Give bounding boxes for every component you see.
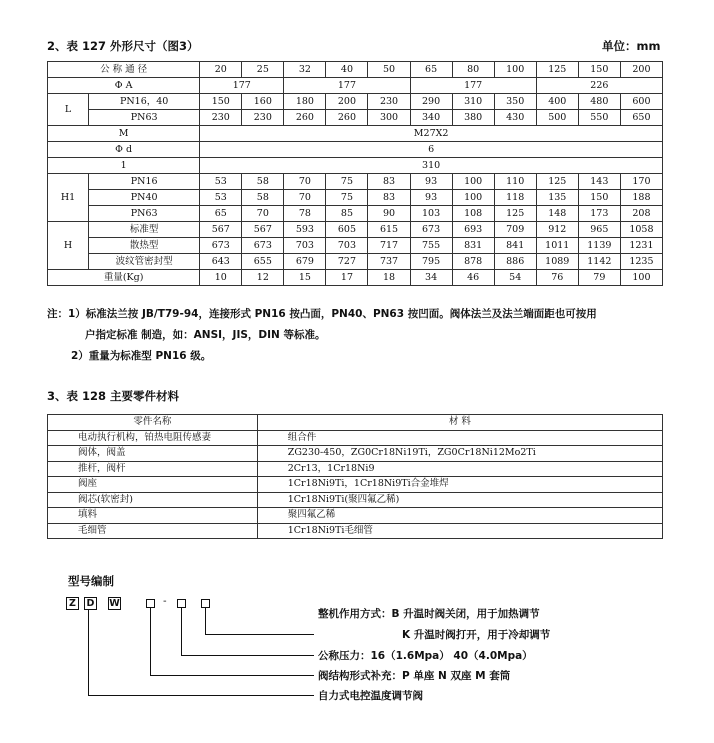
phiA-cell: 177 xyxy=(200,78,284,94)
cell: 310 xyxy=(452,94,494,110)
part-name: 电动执行机构，铂热电阻传感妻 xyxy=(48,430,258,446)
cell: 300 xyxy=(368,110,410,126)
cell: 703 xyxy=(326,238,368,254)
section-title-dimensions: 2、表 127 外形尺寸（图3） xyxy=(47,39,199,53)
connector-line xyxy=(181,608,182,655)
cell: 103 xyxy=(410,206,452,222)
cell: 93 xyxy=(410,190,452,206)
code-letter-w: W xyxy=(109,598,120,609)
l-value: 310 xyxy=(200,158,663,174)
cell: 125 xyxy=(536,174,578,190)
connector-line xyxy=(205,608,206,634)
action-mode-label: 整机作用方式：B 升温时阀关闭，用于加热调节 xyxy=(318,608,540,620)
cell: 150 xyxy=(578,190,620,206)
cell: 615 xyxy=(368,222,410,238)
cell: 755 xyxy=(410,238,452,254)
cell: 795 xyxy=(410,254,452,270)
cell: 65 xyxy=(200,206,242,222)
cell: 70 xyxy=(284,174,326,190)
dimensions-table xyxy=(47,61,663,286)
code-slot-pressure xyxy=(177,599,186,608)
dn-cell: 125 xyxy=(536,62,578,78)
material: 1Cr18Ni9Ti(聚四氟乙稀) xyxy=(257,492,662,508)
weight-row xyxy=(48,270,663,286)
cell: 208 xyxy=(620,206,662,222)
cell: 100 xyxy=(452,190,494,206)
cell: 17 xyxy=(326,270,368,286)
cell: 125 xyxy=(494,206,536,222)
cell: 260 xyxy=(284,110,326,126)
cell: 650 xyxy=(620,110,662,126)
cell: 85 xyxy=(326,206,368,222)
code-slot-structure xyxy=(146,599,155,608)
cell: 173 xyxy=(578,206,620,222)
phiA-cell: 177 xyxy=(284,78,410,94)
cell: 230 xyxy=(242,110,284,126)
cell: 350 xyxy=(494,94,536,110)
cell: 673 xyxy=(200,238,242,254)
cell: 1089 xyxy=(536,254,578,270)
cell: 230 xyxy=(368,94,410,110)
M-row xyxy=(48,126,663,142)
cell: 15 xyxy=(284,270,326,286)
H-sub-label: 波纹管密封型 xyxy=(89,254,200,270)
dn-cell: 25 xyxy=(242,62,284,78)
cell: 78 xyxy=(284,206,326,222)
cell: 76 xyxy=(536,270,578,286)
H-label: H xyxy=(48,222,89,270)
H1-row-1 xyxy=(48,174,663,190)
L-row-1 xyxy=(48,94,663,110)
cell: 679 xyxy=(284,254,326,270)
cell: 18 xyxy=(368,270,410,286)
cell: 430 xyxy=(494,110,536,126)
H1-sub-label: PN63 xyxy=(89,206,200,222)
table-row xyxy=(48,446,663,462)
phiA-cell: 226 xyxy=(536,78,662,94)
table-row xyxy=(48,508,663,524)
connector-line xyxy=(150,608,151,675)
note-1a: 注：1）标准法兰按 JB/T79-94，连接形式 PN16 按凸面，PN40、PN63 按凹面。阀体法兰及法兰端面距也可按用 xyxy=(47,308,597,320)
cell: 100 xyxy=(452,174,494,190)
cell: 673 xyxy=(410,222,452,238)
dn-cell: 40 xyxy=(326,62,368,78)
cell: 290 xyxy=(410,94,452,110)
H-row-3 xyxy=(48,254,663,270)
H-row-1 xyxy=(48,222,663,238)
cell: 46 xyxy=(452,270,494,286)
materials-table xyxy=(47,414,663,539)
action-mode-k-label: K 升温时阀打开，用于冷却调节 xyxy=(402,629,551,641)
cell: 550 xyxy=(578,110,620,126)
part-name: 填料 xyxy=(48,508,258,524)
part-name: 推杆，阀杆 xyxy=(48,461,258,477)
l-label: 1 xyxy=(48,158,200,174)
dn-header-label: 公 称 通 径 xyxy=(48,62,200,78)
cell: 500 xyxy=(536,110,578,126)
cell: 605 xyxy=(326,222,368,238)
connector-line xyxy=(150,675,314,676)
structure-label: 阀结构形式补充：P 单座 N 双座 M 套筒 xyxy=(318,670,511,682)
cell: 1142 xyxy=(578,254,620,270)
phiA-row xyxy=(48,78,663,94)
H1-sub-label: PN16 xyxy=(89,174,200,190)
cell: 10 xyxy=(200,270,242,286)
cell: 110 xyxy=(494,174,536,190)
H1-label: H1 xyxy=(48,174,89,222)
L-row-2 xyxy=(48,110,663,126)
cell: 480 xyxy=(578,94,620,110)
cell: 108 xyxy=(452,206,494,222)
cell: 831 xyxy=(452,238,494,254)
cell: 135 xyxy=(536,190,578,206)
H-sub-label: 散热型 xyxy=(89,238,200,254)
cell: 75 xyxy=(326,190,368,206)
material: 组合件 xyxy=(257,430,662,446)
cell: 1235 xyxy=(620,254,662,270)
cell: 400 xyxy=(536,94,578,110)
cell: 1011 xyxy=(536,238,578,254)
cell: 70 xyxy=(242,206,284,222)
cell: 148 xyxy=(536,206,578,222)
cell: 34 xyxy=(410,270,452,286)
H-row-2 xyxy=(48,238,663,254)
code-letter-z: Z xyxy=(66,597,79,610)
cell: 717 xyxy=(368,238,410,254)
cell: 643 xyxy=(200,254,242,270)
phiA-label: Φ A xyxy=(48,78,200,94)
weight-label: 重量(Kg) xyxy=(48,270,200,286)
connector-line xyxy=(181,655,314,656)
cell: 150 xyxy=(200,94,242,110)
table-row xyxy=(48,523,663,539)
cell: 340 xyxy=(410,110,452,126)
unit-label: 单位：mm xyxy=(602,39,661,53)
cell: 83 xyxy=(368,190,410,206)
part-name: 阀体，阀盖 xyxy=(48,446,258,462)
cell: 143 xyxy=(578,174,620,190)
connector-line xyxy=(88,609,89,695)
material-header: 材 料 xyxy=(257,415,662,431)
cell: 878 xyxy=(452,254,494,270)
cell: 567 xyxy=(242,222,284,238)
cell: 703 xyxy=(284,238,326,254)
note-2: 2）重量为标准型 PN16 级。 xyxy=(71,350,212,362)
pressure-label: 公称压力：16（1.6Mpa） 40（4.0Mpa） xyxy=(318,650,533,662)
table-row xyxy=(48,430,663,446)
M-value: M27X2 xyxy=(200,126,663,142)
cell: 53 xyxy=(200,190,242,206)
cell: 886 xyxy=(494,254,536,270)
cell: 912 xyxy=(536,222,578,238)
cell: 118 xyxy=(494,190,536,206)
cell: 160 xyxy=(242,94,284,110)
connector-line xyxy=(205,634,314,635)
cell: 965 xyxy=(578,222,620,238)
cell: 90 xyxy=(368,206,410,222)
cell: 53 xyxy=(200,174,242,190)
part-name: 毛细管 xyxy=(48,523,258,539)
cell: 1231 xyxy=(620,238,662,254)
cell: 100 xyxy=(620,270,662,286)
dn-cell: 80 xyxy=(452,62,494,78)
material: 2Cr13，1Cr18Ni9 xyxy=(257,461,662,477)
section-title-materials: 3、表 128 主要零件材料 xyxy=(47,389,180,403)
model-coding-title: 型号编制 xyxy=(68,574,114,588)
cell: 655 xyxy=(242,254,284,270)
M-label: M xyxy=(48,126,200,142)
product-name-label: 自力式电控温度调节阀 xyxy=(318,690,423,702)
cell: 1139 xyxy=(578,238,620,254)
L-sub-label: PN16，40 xyxy=(89,94,200,110)
materials-header-row xyxy=(48,415,663,431)
cell: 58 xyxy=(242,190,284,206)
dn-cell: 65 xyxy=(410,62,452,78)
code-letter-d: D xyxy=(84,597,97,610)
cell: 188 xyxy=(620,190,662,206)
dn-cell: 50 xyxy=(368,62,410,78)
dn-cell: 150 xyxy=(578,62,620,78)
cell: 58 xyxy=(242,174,284,190)
cell: 380 xyxy=(452,110,494,126)
cell: 200 xyxy=(326,94,368,110)
material: 聚四氟乙稀 xyxy=(257,508,662,524)
H1-row-3 xyxy=(48,206,663,222)
cell: 93 xyxy=(410,174,452,190)
cell: 180 xyxy=(284,94,326,110)
phid-value: 6 xyxy=(200,142,663,158)
cell: 737 xyxy=(368,254,410,270)
L-sub-label: PN63 xyxy=(89,110,200,126)
L-label: L xyxy=(48,94,89,126)
cell: 1058 xyxy=(620,222,662,238)
connector-line xyxy=(88,695,314,696)
material: 1Cr18Ni9Ti，1Cr18Ni9Ti合金堆焊 xyxy=(257,477,662,493)
note-1b: 户指定标准 制造，如：ANSI，JIS，DIN 等标准。 xyxy=(85,329,326,341)
cell: 841 xyxy=(494,238,536,254)
part-name-header: 零件名称 xyxy=(48,415,258,431)
cell: 260 xyxy=(326,110,368,126)
part-name: 阀芯(软密封) xyxy=(48,492,258,508)
cell: 593 xyxy=(284,222,326,238)
part-name: 阀座 xyxy=(48,477,258,493)
cell: 673 xyxy=(242,238,284,254)
cell: 727 xyxy=(326,254,368,270)
table-row xyxy=(48,477,663,493)
cell: 567 xyxy=(200,222,242,238)
cell: 70 xyxy=(284,190,326,206)
dn-cell: 200 xyxy=(620,62,662,78)
cell: 170 xyxy=(620,174,662,190)
cell: 54 xyxy=(494,270,536,286)
H1-sub-label: PN40 xyxy=(89,190,200,206)
l-row xyxy=(48,158,663,174)
material: 1Cr18Ni9Ti毛细管 xyxy=(257,523,662,539)
table-row xyxy=(48,461,663,477)
dn-cell: 20 xyxy=(200,62,242,78)
material: ZG230-450，ZG0Cr18Ni19Ti，ZG0Cr18Ni12Mo2Ti xyxy=(257,446,662,462)
cell: 230 xyxy=(200,110,242,126)
dn-cell: 32 xyxy=(284,62,326,78)
cell: 79 xyxy=(578,270,620,286)
H1-row-2 xyxy=(48,190,663,206)
cell: 12 xyxy=(242,270,284,286)
cell: 83 xyxy=(368,174,410,190)
cell: 75 xyxy=(326,174,368,190)
cell: 600 xyxy=(620,94,662,110)
cell: 693 xyxy=(452,222,494,238)
phid-row xyxy=(48,142,663,158)
phid-label: Φ d xyxy=(48,142,200,158)
phiA-cell: 177 xyxy=(410,78,536,94)
H-sub-label: 标准型 xyxy=(89,222,200,238)
dn-cell: 100 xyxy=(494,62,536,78)
code-dash: - xyxy=(163,596,167,607)
table-row xyxy=(48,492,663,508)
code-slot-action xyxy=(201,599,210,608)
dn-row xyxy=(48,62,663,78)
cell: 709 xyxy=(494,222,536,238)
